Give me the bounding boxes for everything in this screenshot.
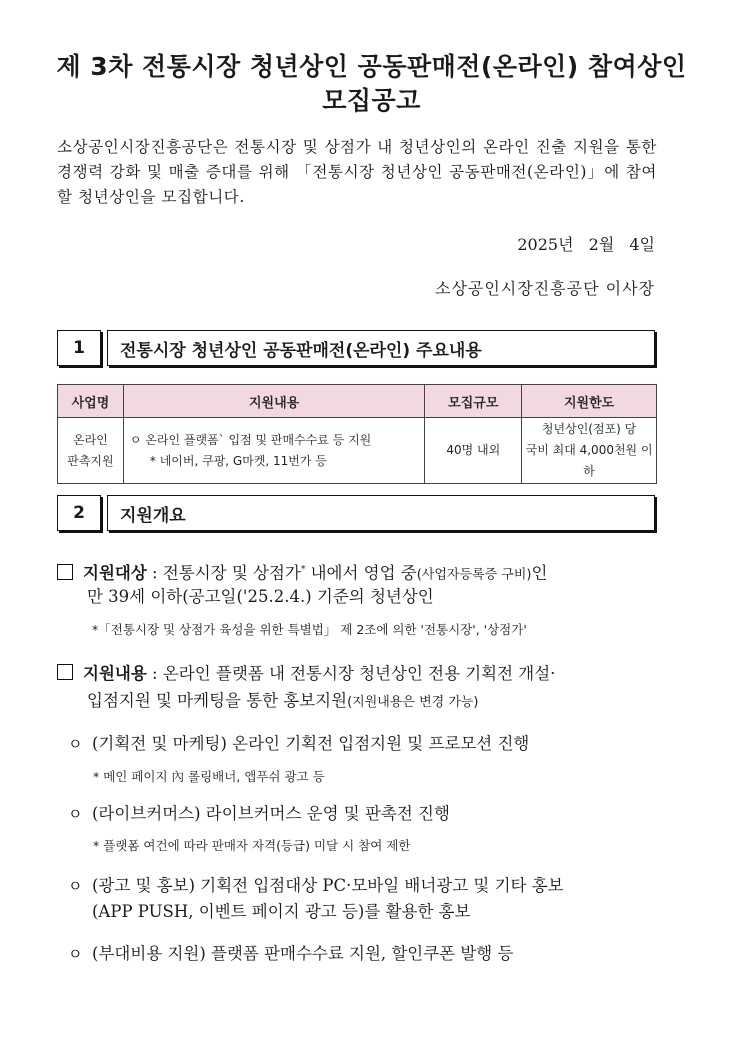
- support-content-line2: * 네이버, 쿠팡, G마켓, 11번가 등: [149, 453, 327, 468]
- section-1-number: 1: [57, 330, 101, 366]
- target-text-part2: 내에서 영업 중: [305, 563, 417, 583]
- support-note-inline: (지원내용은 변경 가능): [347, 695, 479, 710]
- section-2-number: 2: [57, 495, 101, 531]
- support-limit-line1: 청년상인(점포) 당: [541, 422, 637, 436]
- bullet-text: (라이브커머스) 라이브커머스 운영 및 판촉전 진행: [92, 804, 450, 823]
- section-2-header: [57, 495, 655, 531]
- table-row: [58, 418, 657, 484]
- bullet-item: [68, 872, 668, 900]
- bullet-text-line2: (APP PUSH, 이벤트 페이지 광고 등)를 활용한 홍보: [92, 902, 471, 921]
- bullet-text: (부대비용 지원) 플랫폼 판매수수료 지원, 할인쿠폰 발행 등: [92, 944, 514, 963]
- business-name-line1: 온라인: [73, 432, 108, 447]
- target-text-part3: 인: [531, 563, 548, 583]
- circle-bullet-icon: ㅇ: [68, 877, 83, 895]
- circle-bullet-icon: ㅇ: [68, 945, 83, 963]
- business-name-line2: 판촉지원: [67, 453, 114, 468]
- bullet-text: (기획전 및 마케팅) 온라인 기획전 입점지원 및 프로모션 진행: [92, 734, 530, 753]
- section-1-title: 전통시장 청년상인 공동판매전(온라인) 주요내용: [107, 330, 655, 366]
- table-header-cell: 모집규모: [425, 385, 522, 418]
- notice-title-line2: 모집공고: [322, 86, 421, 115]
- circle-bullet-icon: ㅇ: [68, 735, 83, 753]
- notice-date: 2025년 2월 4일: [517, 235, 655, 254]
- target-text-part1: : 전통시장 및 상점가: [146, 563, 301, 583]
- support-content-cell: [123, 418, 424, 484]
- issuer: 소상공인시장진흥공단 이사장: [434, 279, 655, 298]
- checkbox-square-icon: [57, 564, 73, 580]
- support-line2: [87, 687, 697, 717]
- bullet-note: * 플랫폼 여건에 따라 판매자 자격(등급) 미달 시 참여 제한: [93, 838, 411, 853]
- notice-title-line1: 제 3차 전통시장 청년상인 공동판매전(온라인) 참여상인: [56, 52, 687, 81]
- support-text-part1: : 온라인 플랫폼 내 전통시장 청년상인 전용 기획전 개설·: [146, 664, 556, 683]
- target-line2: 만 39세 이하(공고일('25.2.4.) 기준의 청년상인: [87, 587, 434, 606]
- support-line2-text: 입점지원 및 마케팅을 통한 홍보지원: [87, 691, 348, 710]
- intro-paragraph: 소상공인시장진흥공단은 전통시장 및 상점가 내 청년상인의 온라인 진출 지원을 통한 경쟁력 강화 및 매출 증대를 위해 「전통시장 청년상인 공동판매전(온라인)」에 참여할 청년상인을 모집합니다.: [57, 138, 657, 206]
- recruit-scale-cell: 40명 내외: [425, 418, 522, 484]
- support-content-line1: ㅇ 온라인 플랫폼` 입점 및 판매수수료 등 지원: [129, 432, 372, 447]
- section-1-header: [57, 330, 655, 366]
- target-footnote: *「전통시장 및 상점가 육성을 위한 특별법」 제 2조에 의한 '전통시장', '상점가': [92, 622, 527, 637]
- table-header-cell: 사업명: [58, 385, 124, 418]
- support-heading: 지원내용: [83, 664, 147, 683]
- bullet-item: [68, 800, 668, 828]
- table-header-cell: 지원한도: [522, 385, 657, 418]
- business-name-cell: [58, 418, 124, 484]
- support-limit-cell: [522, 418, 657, 484]
- summary-table: [57, 384, 657, 484]
- bullet-note: * 메인 페이지 內 롤링배너, 앱푸쉬 광고 등: [93, 769, 325, 784]
- bullet-item: [68, 730, 668, 758]
- checkbox-square-icon: [57, 664, 73, 680]
- bullet-item: [68, 940, 668, 968]
- section-2-title: 지원개요: [107, 495, 655, 531]
- support-limit-line2: 국비 최대 4,000천원 이하: [525, 443, 653, 478]
- table-header-cell: 지원내용: [123, 385, 424, 418]
- table-header-row: [58, 385, 657, 418]
- support-item: [57, 660, 667, 688]
- bullet-text: (광고 및 홍보) 기획전 입점대상 PC·모바일 배너광고 및 기타 홍보: [92, 876, 564, 895]
- footnote-mark: *: [300, 565, 306, 575]
- target-note-inline: (사업자등록증 구비): [416, 567, 532, 583]
- target-heading: 지원대상: [83, 563, 147, 583]
- circle-bullet-icon: ㅇ: [68, 805, 83, 823]
